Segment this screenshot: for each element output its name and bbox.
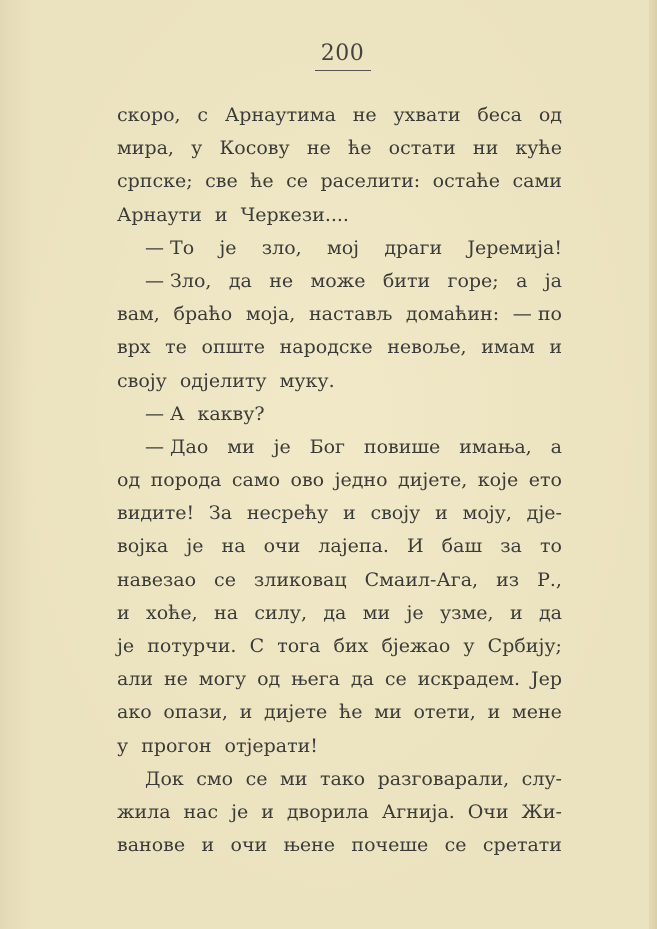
word: њега (291, 668, 340, 691)
word: од (538, 104, 562, 126)
text-line (117, 132, 562, 165)
word: скоро, (117, 104, 181, 126)
word: мира, (117, 137, 174, 160)
word: отјерати! (224, 734, 318, 757)
word: — Зло, (145, 269, 212, 292)
text-line (117, 464, 562, 497)
word: вам, (117, 303, 160, 326)
word: да (228, 269, 252, 292)
word: одјелиту (179, 369, 267, 392)
word: сами (512, 170, 562, 193)
word: и (549, 336, 562, 359)
word: све (205, 170, 238, 193)
word: се (444, 834, 467, 857)
word: дијете, (398, 469, 468, 492)
text-line (117, 165, 562, 198)
word: повише (363, 435, 441, 458)
word: је (117, 635, 135, 657)
word: какву? (197, 402, 265, 425)
text-line (117, 530, 562, 563)
word: мене (512, 701, 562, 724)
word: те (165, 336, 187, 359)
word: се (214, 568, 236, 591)
word: отети, (413, 701, 476, 724)
word: то (539, 535, 562, 558)
word: се (245, 767, 268, 790)
text-line (117, 232, 562, 265)
word: видите! (117, 502, 195, 525)
word: моју, (462, 502, 512, 525)
word: не (269, 269, 294, 292)
word: потурчи. (147, 635, 237, 657)
word: врх (117, 336, 151, 359)
word: једно (334, 469, 388, 492)
word: да (350, 668, 374, 691)
word: очи (263, 535, 301, 558)
text-line (117, 796, 562, 829)
word: Србију; (487, 635, 562, 657)
word: Арнаутима (224, 104, 336, 126)
text-line (117, 497, 562, 530)
word: имања, (459, 435, 532, 458)
text-line (117, 829, 562, 862)
word: је (231, 800, 249, 823)
word: ми (362, 601, 391, 624)
word: је (273, 435, 291, 458)
word: разговарали, (377, 767, 510, 790)
word: драги (384, 236, 443, 259)
word: од (257, 668, 281, 691)
word: је (186, 535, 204, 558)
word: искрадем. (417, 668, 521, 691)
word: домаћин: (405, 303, 500, 326)
word: — по (512, 303, 562, 326)
word: само (231, 469, 281, 492)
word: опште (201, 336, 266, 359)
word: у (463, 635, 475, 657)
word: нас (183, 800, 219, 823)
word: С (249, 635, 265, 657)
text-line (117, 630, 562, 663)
word: хоће, (146, 601, 198, 624)
word: силу, (254, 601, 307, 624)
word: прогон (141, 734, 212, 757)
text-line (117, 663, 562, 696)
word: лајепа. (318, 535, 389, 558)
word: имам (481, 336, 535, 359)
word: њене (283, 834, 336, 857)
word: Јеремија! (467, 236, 562, 259)
text-line (117, 99, 562, 132)
word: бити (382, 269, 431, 292)
word: Косову (219, 137, 290, 160)
word: од (117, 469, 141, 492)
word: ће (347, 137, 372, 160)
word: слу- (521, 767, 562, 790)
word: и (201, 834, 215, 857)
word: своју (117, 369, 167, 392)
word: — Дао (145, 435, 209, 458)
word: куће (515, 137, 562, 160)
word: се (286, 170, 309, 193)
word: Черкези.... (240, 203, 349, 226)
word: и (509, 601, 523, 624)
word: мој (326, 236, 360, 259)
word: да (323, 601, 347, 624)
word: Арнаути (117, 203, 202, 226)
word: на (221, 535, 246, 558)
word: баш (441, 535, 483, 558)
word: Бог (309, 435, 345, 458)
word: опази, (163, 701, 228, 724)
word: браћо (173, 303, 233, 326)
word: раселити: (320, 170, 421, 193)
word: зло, (261, 236, 302, 259)
word: остати (388, 137, 456, 160)
word: а (516, 269, 528, 292)
word: и (214, 203, 228, 226)
word: настављ (309, 303, 393, 326)
word: муку. (279, 369, 335, 392)
word: невоље, (387, 336, 467, 359)
text-line (117, 398, 562, 431)
word: узме, (439, 601, 494, 624)
word: несрећу (246, 502, 329, 525)
word: ми (374, 701, 402, 724)
word: а (550, 435, 562, 458)
word: навезао (117, 568, 197, 591)
text-line (117, 696, 562, 729)
word: ће (250, 170, 274, 193)
word: дворила (286, 800, 369, 823)
word: не (163, 668, 188, 691)
word: да (538, 601, 562, 624)
word: војка (117, 535, 169, 558)
word: и (343, 502, 356, 525)
text-line (117, 331, 562, 364)
word: своју (370, 502, 421, 525)
word: је (219, 236, 237, 259)
word: порода (150, 469, 222, 492)
word: беса (477, 104, 523, 126)
word: могу (198, 668, 247, 691)
page-number: 200 (320, 41, 365, 66)
body-text (117, 99, 562, 862)
word: ухвати (393, 104, 461, 126)
word: И (407, 535, 424, 558)
word: ми (227, 435, 255, 458)
word: Жи- (521, 800, 562, 823)
word: Јер (530, 668, 562, 691)
word: ни (472, 137, 499, 160)
word: ето (528, 469, 562, 492)
word: очи (230, 834, 268, 857)
word: тога (277, 635, 321, 657)
word: — То (145, 236, 195, 259)
word: у (117, 734, 129, 757)
word: и (487, 701, 501, 724)
word: и (239, 701, 253, 724)
word: ја (544, 269, 562, 292)
text-line (117, 265, 562, 298)
word: ово (290, 469, 325, 492)
word: бих (333, 635, 369, 657)
word: За (208, 502, 233, 525)
word: које (477, 469, 519, 492)
text-line (117, 564, 562, 597)
word: на (214, 601, 239, 624)
word: тако (319, 767, 366, 790)
word: смо (196, 767, 234, 790)
word: остаће (432, 170, 501, 193)
text-line (117, 431, 562, 464)
word: Агнија. (381, 800, 455, 823)
word: с (197, 104, 209, 126)
word: народске (279, 336, 373, 359)
word: Очи (467, 800, 509, 823)
word: и (261, 800, 274, 823)
word: се (384, 668, 407, 691)
word: не (306, 137, 331, 160)
word: али (117, 668, 154, 691)
word: зликовац (253, 568, 347, 591)
page-edge (649, 0, 657, 929)
word: ако (117, 701, 152, 724)
word: жила (117, 800, 171, 823)
word: ће (339, 701, 363, 724)
word: и (117, 601, 130, 624)
word: сретати (482, 834, 562, 857)
word: почеше (351, 834, 429, 857)
word: је (406, 601, 424, 624)
text-line (117, 199, 562, 232)
word: из (496, 568, 520, 591)
word: у (191, 137, 203, 160)
word: ми (280, 767, 308, 790)
text-line (117, 597, 562, 630)
text-line (117, 730, 562, 763)
word: за (500, 535, 522, 558)
word: Смаил-Ага, (364, 568, 479, 591)
word: може (310, 269, 366, 292)
word: моја, (245, 303, 296, 326)
word: не (352, 104, 377, 126)
word: дијете (264, 701, 328, 724)
text-line (117, 298, 562, 331)
text-line (117, 763, 562, 796)
text-line (117, 365, 562, 398)
word: бјежао (381, 635, 451, 657)
word: — А (145, 402, 185, 425)
word: ванове (117, 834, 186, 857)
word: горе; (447, 269, 499, 292)
word: српске; (117, 170, 193, 193)
word: Р., (537, 568, 562, 591)
page-number-rule (315, 70, 371, 71)
word: Док (145, 767, 184, 790)
word: и (435, 502, 448, 525)
word: дје- (526, 502, 562, 525)
